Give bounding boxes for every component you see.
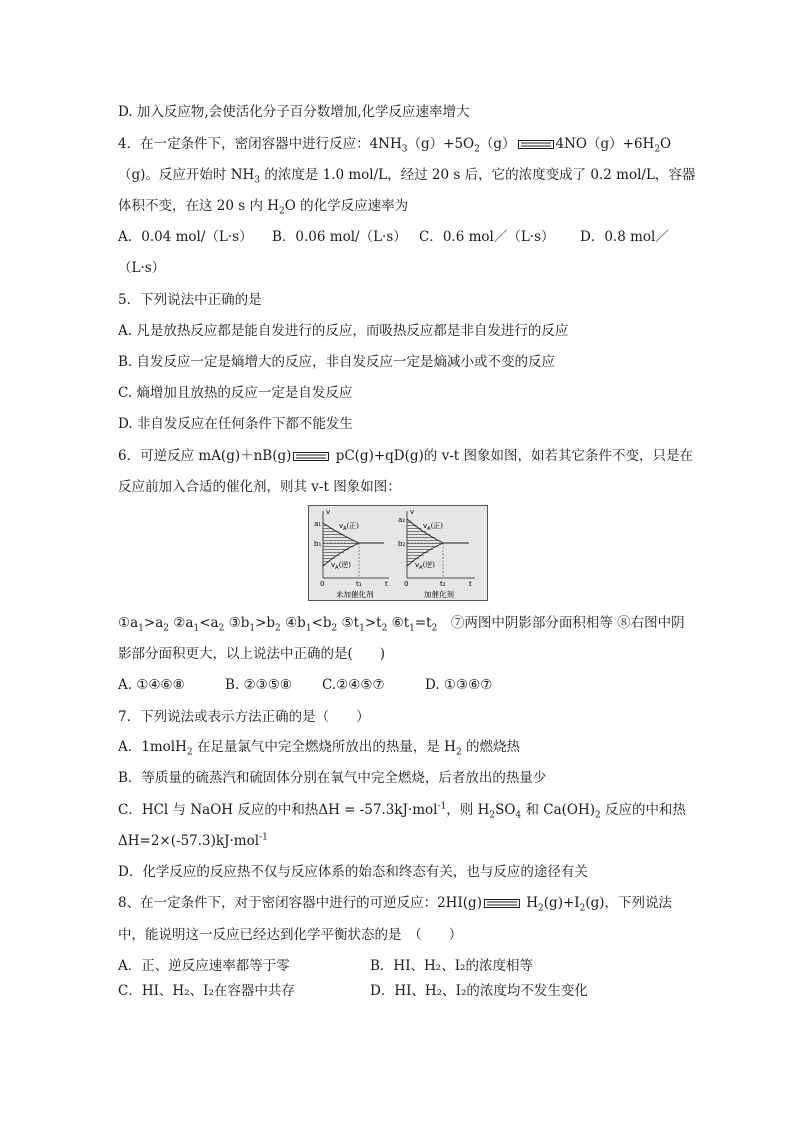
q6-option-b: B. ②③⑤⑧ bbox=[225, 677, 292, 693]
equilibrium-arrow-icon bbox=[484, 899, 520, 908]
q6-option-c: C.②④⑤⑦ bbox=[322, 677, 385, 693]
q8-stem-line2: 中，能说明这一反应已经达到化学平衡状态的是 （ ） bbox=[118, 927, 463, 943]
label-b2: b₂ bbox=[398, 540, 406, 548]
q8-option-b: B．HI、H₂、I₂的浓度相等 bbox=[370, 958, 533, 974]
q4-option-a: A．0.04 mol/（L·s） bbox=[118, 229, 253, 245]
q4-option-b: B．0.06 mol/（L·s） bbox=[272, 229, 407, 245]
equilibrium-arrow-icon bbox=[518, 140, 554, 149]
axis-t-left: t bbox=[385, 580, 388, 588]
label-t1: t₁ bbox=[356, 580, 362, 588]
q8-option-d: D．HI、H₂、I₂的浓度均不发生变化 bbox=[370, 983, 588, 999]
q7-option-c-line1: C．HCl 与 NaOH 反应的中和热ΔH = -57.3kJ·mol$^{-1}$，则 $H_2SO_4$ 和 $Ca(OH)_2$ 反应的中和热 bbox=[118, 801, 687, 821]
svg-text:vA(逆): $v_A$(逆) bbox=[331, 561, 352, 571]
q8-stem-line1: 8、在一定条件下，对于密闭容器中进行的可逆反应：2HI(g) $H_2(g)+I_2(g)$，下列说法 bbox=[118, 895, 673, 914]
label-t2: t₂ bbox=[440, 580, 446, 588]
q8-option-c: C．HI、H₂、I₂在容器中共存 bbox=[118, 983, 295, 999]
axis-t-right: t bbox=[469, 580, 472, 588]
q6-stem-line2: 反应前加入合适的催化剂，则其 v-t 图象如图： bbox=[118, 479, 401, 495]
caption-no-catalyst: 未加催化剂 bbox=[336, 590, 374, 599]
origin-right: 0 bbox=[404, 580, 409, 588]
q5-stem: 5．下列说法中正确的是 bbox=[118, 292, 262, 308]
graph-no-catalyst bbox=[314, 508, 389, 599]
q4-stem-line3: 体积不变，在这 20 s 内 $H_2O$ 的化学反应速率为 bbox=[118, 198, 409, 217]
q6-stem-line1: 6．可逆反应 mA(g)＋nB(g) pC(g)+qD(g)的 v-t 图象如图，如若其它条件不变，只是在 bbox=[118, 448, 693, 464]
q6-statements-line2: 影部分面积更大，以上说法中正确的是( ) bbox=[118, 646, 386, 662]
q5-option-b: B. 自发反应一定是熵增大的反应，非自发反应一定是熵减小或不变的反应 bbox=[118, 354, 556, 370]
q4-option-c: C．0.6 mol／（L·s） bbox=[419, 229, 555, 245]
label-b1: b₁ bbox=[314, 540, 322, 548]
svg-text:vA(正): $v_A$(正) bbox=[339, 522, 360, 532]
q4-option-d: D．0.8 mol／ bbox=[580, 229, 669, 245]
q4-stem-line2: （g)。反应开始时 $NH_3$ 的浓度是 1.0 mol/L，经过 20 s 后，它的浓度变成了 0.2 mol/L，容器 bbox=[118, 167, 696, 186]
q8-option-a: A．正、逆反应速率都等于零 bbox=[118, 958, 290, 974]
q7-stem: 7．下列说法或表示方法正确的是（ ） bbox=[118, 709, 370, 725]
axis-v-right: v bbox=[410, 508, 415, 516]
q4-option-d-cont: （L·s） bbox=[118, 260, 166, 276]
q6-option-d: D. ①③⑥⑦ bbox=[425, 677, 493, 693]
q5-option-a: A. 凡是放热反应都是能自发进行的反应，而吸热反应都是非自发进行的反应 bbox=[118, 323, 569, 339]
q7-option-b: B．等质量的硫蒸汽和硫固体分别在氧气中完全燃烧，后者放出的热量少 bbox=[118, 770, 547, 786]
label-a2: a₂ bbox=[398, 516, 406, 524]
q6-option-a: A. ①④⑥⑧ bbox=[118, 677, 185, 693]
q7-option-a: A．1molH$_2$ 在足量氯气中完全燃烧所放出的热量，是 $H_2$ 的燃烧热 bbox=[118, 739, 520, 758]
svg-text:vA(正): $v_A$(正) bbox=[423, 522, 444, 532]
q5-option-c: C. 熵增加且放热的反应一定是自发反应 bbox=[118, 385, 353, 401]
label-a1: a₁ bbox=[314, 520, 322, 528]
q4-stem-line1: 4．在一定条件下，密闭容器中进行反应：$4NH_3(g)+5O_2(g)$ $4NO(g)+6H_2O$ bbox=[118, 136, 672, 155]
graph-catalyst bbox=[398, 508, 475, 599]
equilibrium-arrow-icon bbox=[293, 452, 329, 461]
vt-graph-figure bbox=[308, 505, 488, 601]
q3-option-d: D. 加入反应物,会使活化分子百分数增加,化学反应速率增大 bbox=[118, 104, 470, 120]
q7-option-c-line2: ΔH=2×(-57.3)kJ·mol$^{-1}$ bbox=[118, 832, 268, 849]
q5-option-d: D. 非自发反应在任何条件下都不能发生 bbox=[118, 416, 353, 432]
q7-option-d: D．化学反应的反应热不仅与反应体系的始态和终态有关，也与反应的途径有关 bbox=[118, 864, 588, 880]
origin-left: 0 bbox=[320, 580, 325, 588]
q6-statements-line1: $①a_1>a_2$ $②a_1<a_2$ $③b_1>b_2$ $④b_1<b_2$ $⑤t_1>t_2$ $⑥t_1=t_2$ ⑦两图中阴影部分面积相等 ⑧右图中阴 bbox=[118, 615, 685, 634]
svg-text:vA(逆): $v_A$(逆) bbox=[415, 561, 436, 571]
axis-v-left: v bbox=[326, 508, 331, 516]
caption-catalyst: 加催化剂 bbox=[424, 590, 454, 599]
